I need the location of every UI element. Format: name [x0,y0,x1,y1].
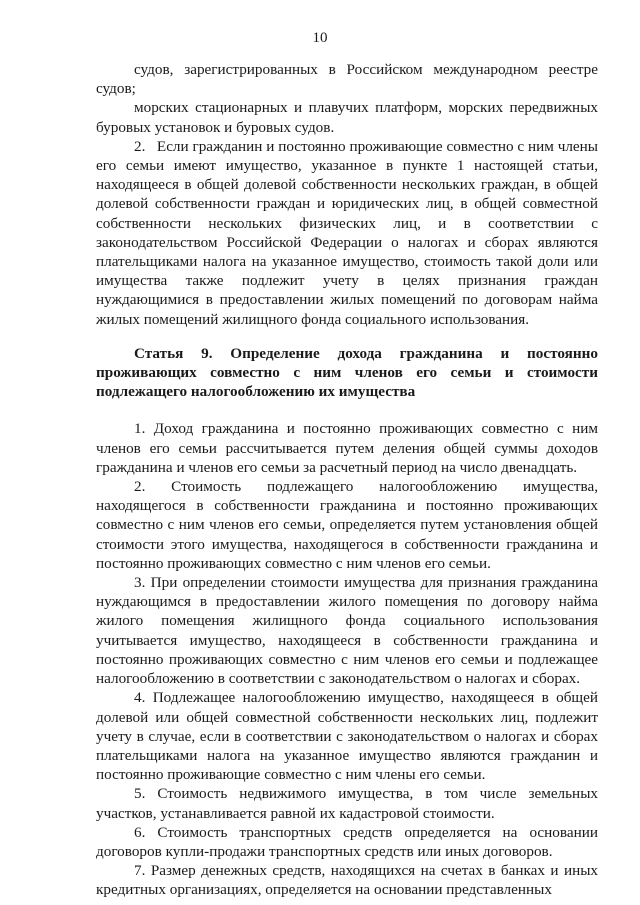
page-number: 10 [312,30,328,46]
continuation-paragraph-3: 2. Если гражданин и постоянно проживающие совместно с ним члены его семьи имеют имущество, указанное в пункте 1 настоящей статьи, находящееся в общей долевой собственности нескольких граждан, в общей долевой собственности граждан и юридических лиц, в общей совместной собственности нескольких физических лиц, и в соответствии с законодательством Российской Федерации о налогах и сборах являются плательщиками налога на указанное имущество, стоимость такой доли или имущества также подлежит учету в целях признания граждан нуждающимися в предоставлении жилых помещений по договорам найма жилых помещений жилищного фонда социального использования. [96,137,598,328]
article-paragraph-1: 1. Доход гражданина и постоянно проживающих совместно с ним членов его семьи рассчитывается путем деления общей суммы доходов гражданина и членов его семьи за расчетный период на число двенадцать. [96,420,598,476]
continuation-paragraph-1: судов, зарегистрированных в Российском международном реестре судов; [96,61,598,98]
article-paragraph-4: 4. Подлежащее налогообложению имущество, находящееся в общей долевой или общей совместной собственности нескольких лиц, подлежит учету в случае, если в соответствии с законодательством о налогах и сборах плательщиками налога на указанное имущество являются гражданин и постоянно проживающие совместно с ним члены его семьи. [96,689,598,784]
continuation-paragraph-2: морских стационарных и плавучих платформ, морских передвижных буровых установок и буровых судов. [96,99,598,136]
article-heading: Статья 9. Определение дохода гражданина и постоянно проживающих совместно с ним членов его семьи и стоимости подлежащего налогообложению их имущества [96,344,598,401]
document-body [96,60,598,900]
heading-spacer [96,401,598,419]
article-paragraph-7: 7. Размер денежных средств, находящихся на счетах в банках и иных кредитных организациях, определяется на основании представленных [96,862,598,899]
article-paragraph-3: 3. При определении стоимости имущества для признания гражданина нуждающимся в предоставлении жилого помещения по договору найма жилого помещения жилищного фонда социального использования учитывается имущество, находящееся в собственности гражданина и постоянно проживающих совместно с ним членов его семьи и подлежащее налогообложению в соответствии с законодательством о налогах и сборах. [96,574,598,688]
article-paragraph-2: 2. Стоимость подлежащего налогообложению имущества, находящегося в собственности гражданина и постоянно проживающих совместно с ним членов его семьи, определяется путем установления общей стоимости этого имущества, находящегося в собственности гражданина и постоянно проживающих совместно с ним членов его семьи. [96,478,598,572]
article-paragraph-6: 6. Стоимость транспортных средств определяется на основании договоров купли-продажи транспортных средств или иных договоров. [96,823,598,860]
article-paragraph-5: 5. Стоимость недвижимого имущества, в том числе земельных участков, устанавливается равной их кадастровой стоимости. [96,785,598,822]
